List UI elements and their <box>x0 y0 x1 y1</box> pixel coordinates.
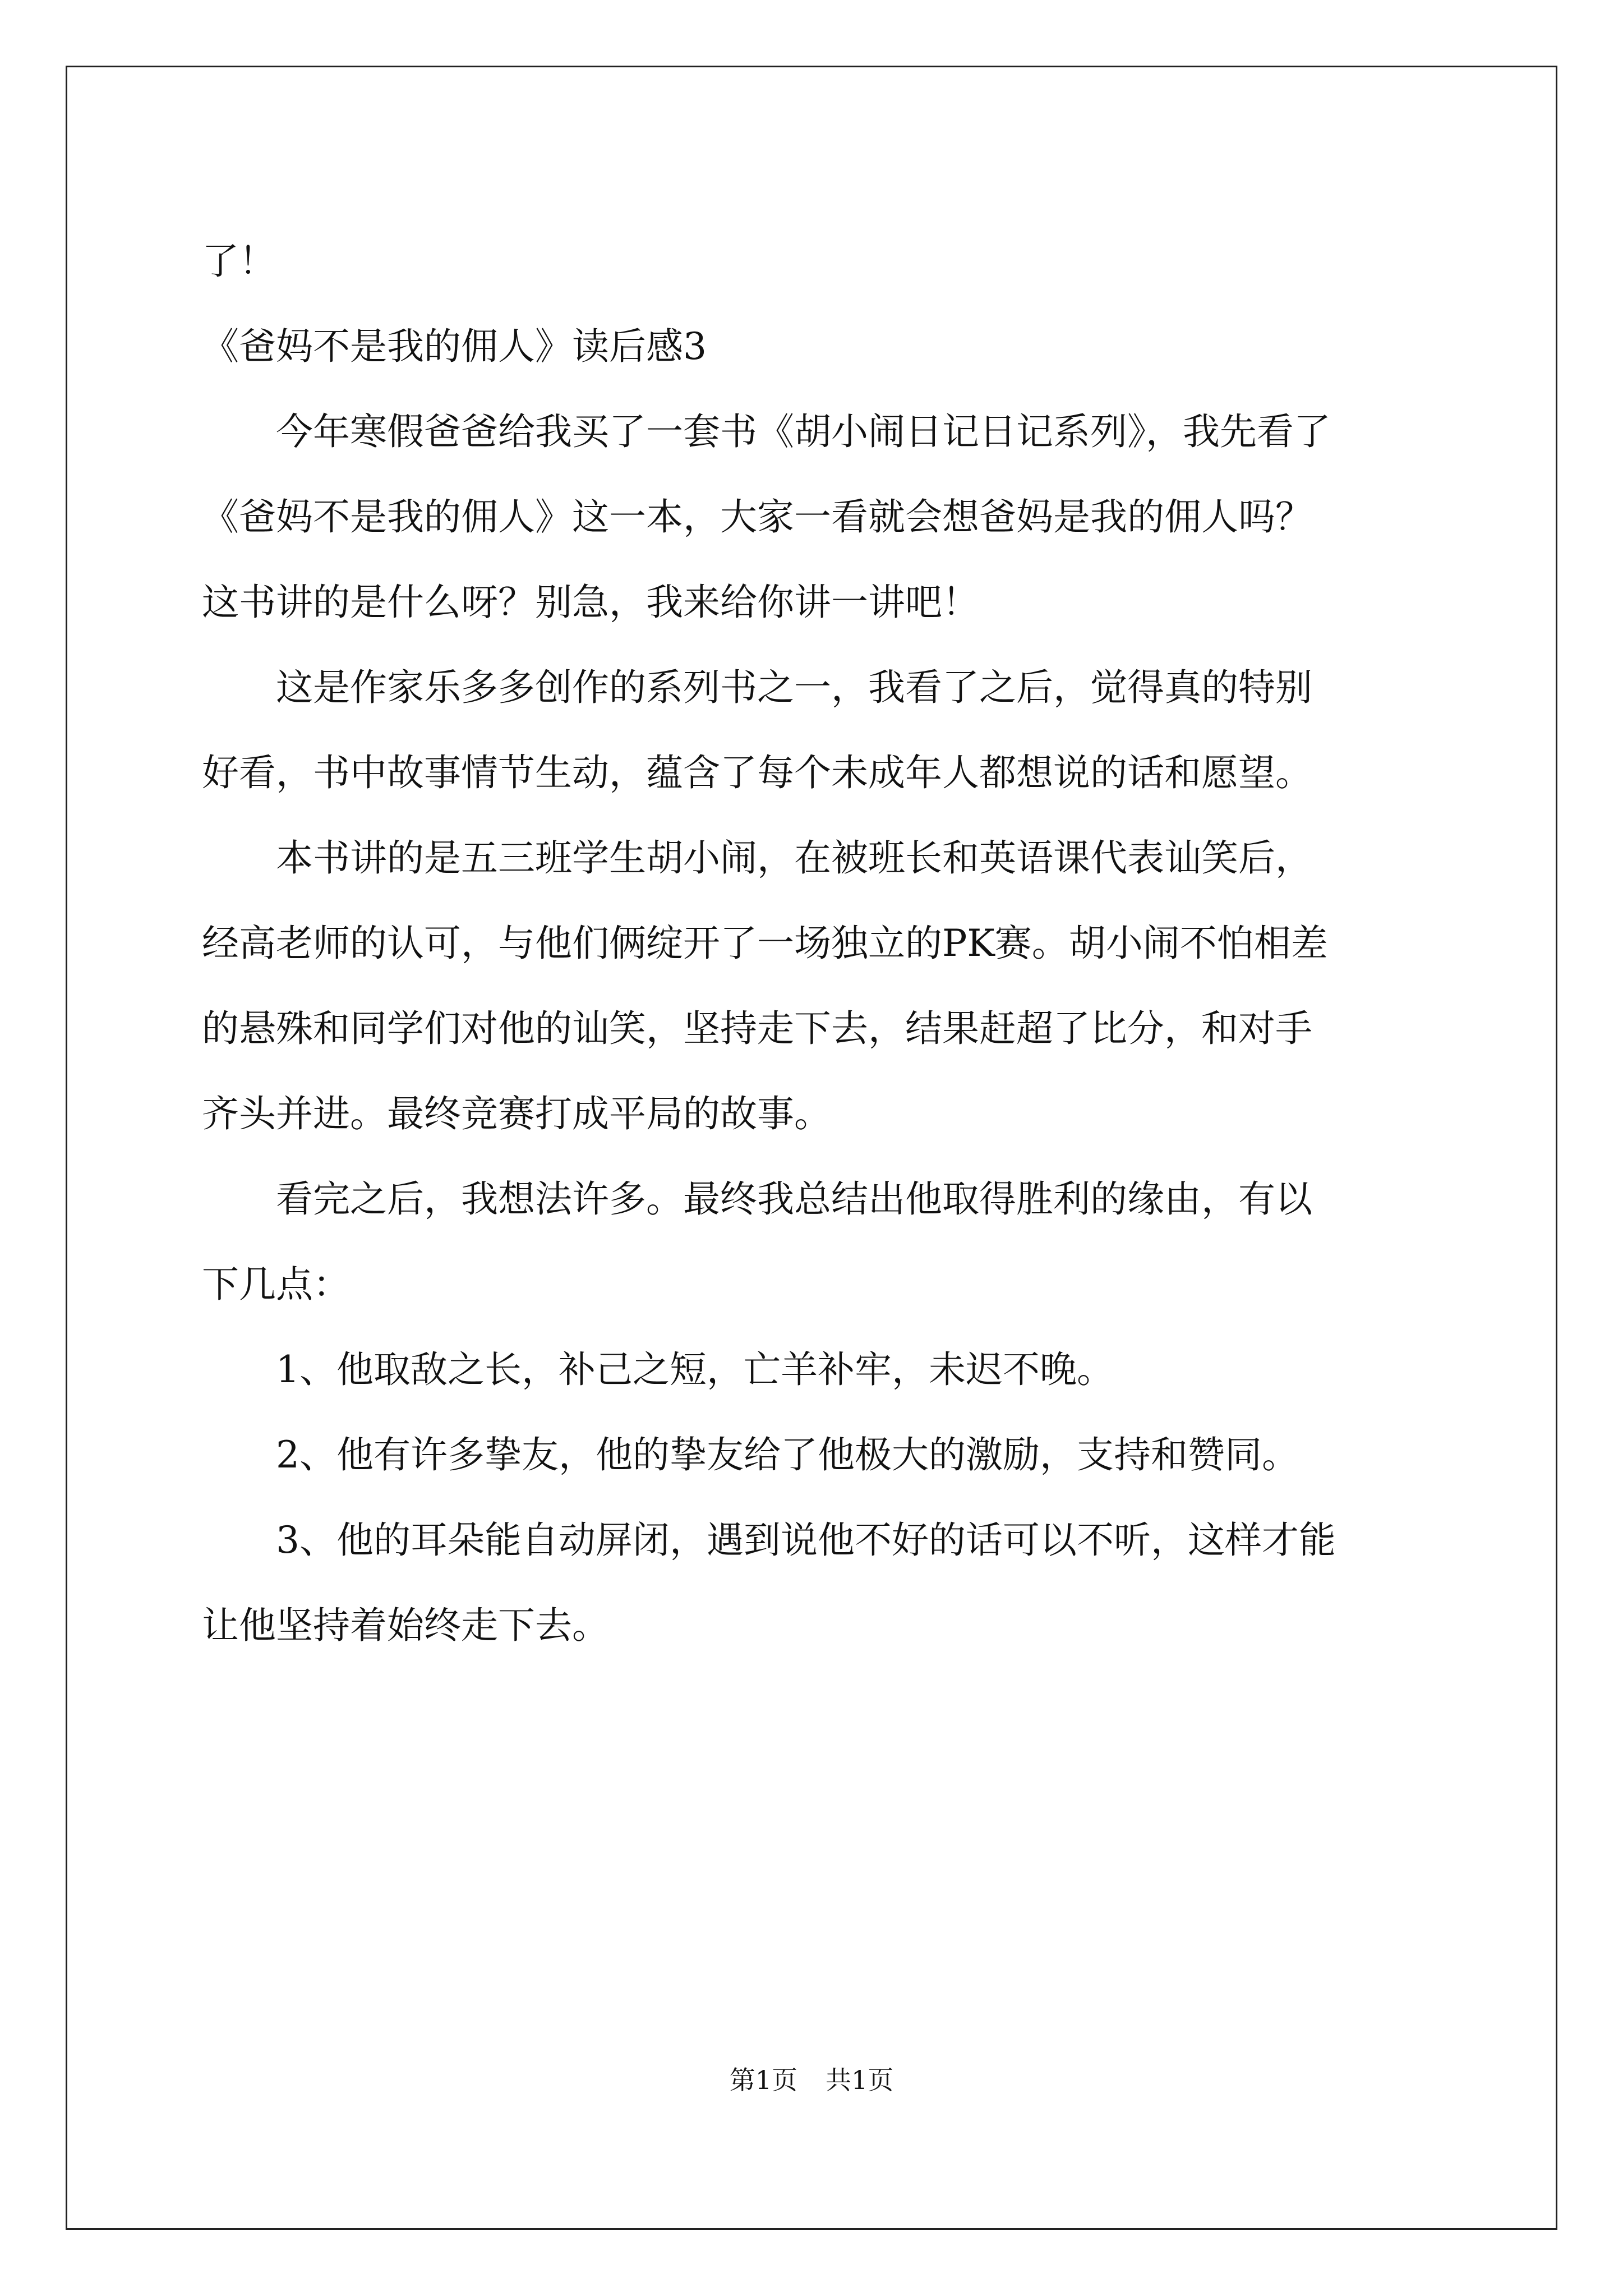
list-item: 2、他有许多挚友，他的挚友给了他极大的激励，支持和赞同。 <box>276 1433 1299 1476</box>
text-line: 让他坚持着始终走下去。 <box>202 1604 609 1647</box>
text-line: 的悬殊和同学们对他的讪笑，坚持走下去，结果赶超了比分，和对手 <box>202 1007 1312 1050</box>
text-line: 齐头并进。最终竞赛打成平局的故事。 <box>202 1092 831 1135</box>
text-line: 看完之后，我想法许多。最终我总结出他取得胜利的缘由，有以 <box>276 1177 1312 1221</box>
text-line: 下几点： <box>202 1263 350 1306</box>
document-body <box>202 219 1430 1668</box>
text-line: 这书讲的是什么呀？别急，我来给你讲一讲吧！ <box>202 581 979 624</box>
text-line: 经高老师的认可，与他们俩绽开了一场独立的PK赛。胡小闹不怕相差 <box>202 922 1328 965</box>
text-line: 《爸妈不是我的佣人》这一本，大家一看就会想爸妈是我的佣人吗？ <box>202 495 1312 539</box>
page-footer <box>0 2063 1623 2097</box>
text-line: 本书讲的是五三班学生胡小闹，在被班长和英语课代表讪笑后， <box>276 836 1312 880</box>
text-line: 今年寒假爸爸给我买了一套书《胡小闹日记日记系列》，我先看了 <box>276 410 1331 453</box>
list-item: 1、他取敌之长，补己之短，亡羊补牢，未迟不晚。 <box>276 1348 1114 1391</box>
page-number: 第1页 <box>729 2065 797 2095</box>
text-line: 这是作家乐多多创作的系列书之一，我看了之后，觉得真的特别 <box>276 666 1312 709</box>
page-total: 共1页 <box>826 2065 894 2095</box>
text-line: 了！ <box>202 240 276 283</box>
list-item: 3、他的耳朵能自动屏闭，遇到说他不好的话可以不听，这样才能 <box>276 1519 1336 1562</box>
text-line: 好看，书中故事情节生动，蕴含了每个未成年人都想说的话和愿望。 <box>202 751 1312 794</box>
section-title: 《爸妈不是我的佣人》读后感3 <box>202 325 707 368</box>
